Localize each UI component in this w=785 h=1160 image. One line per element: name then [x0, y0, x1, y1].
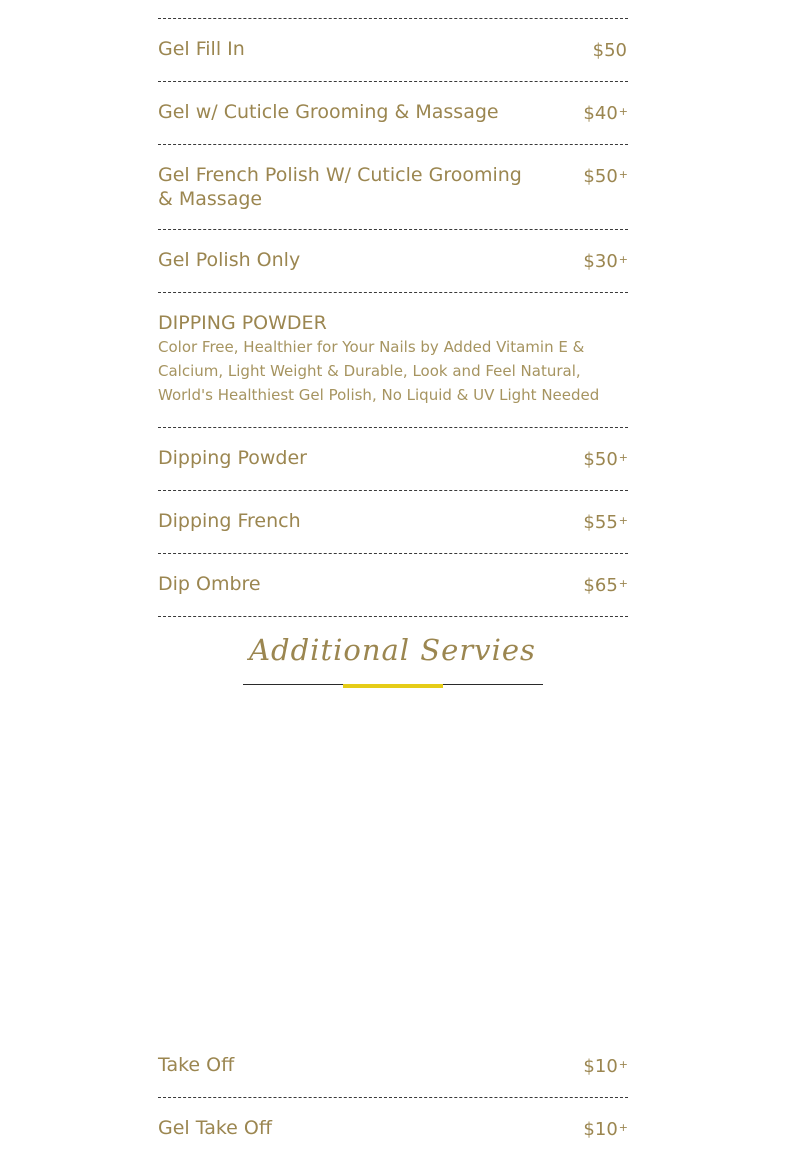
service-name: Gel w/ Cuticle Grooming & Massage: [158, 101, 499, 123]
service-row: [158, 19, 628, 81]
service-name: Gel Take Off: [158, 1117, 272, 1139]
service-name: Gel Polish Only: [158, 249, 301, 271]
gel-services-list: [158, 18, 628, 617]
service-row: [158, 428, 628, 490]
service-row: [158, 491, 628, 553]
service-price: $50+: [583, 166, 628, 187]
service-price: $10+: [583, 1056, 628, 1077]
service-row: [158, 1098, 628, 1160]
title-underline: [243, 683, 543, 689]
section-heading: DIPPING POWDER: [158, 312, 327, 334]
underline-accent: [343, 684, 443, 688]
service-price: $40+: [583, 103, 628, 124]
service-price: $50+: [583, 449, 628, 470]
service-row: [158, 82, 628, 144]
section-description: Color Free, Healthier for Your Nails by Added Vitamin E & Calcium, Light Weight & Durable, Look and Feel Natural, World's Healthiest Gel Polish, No Liquid & UV Light Needed: [158, 338, 600, 404]
service-name: Dipping Powder: [158, 447, 307, 469]
service-price: $55+: [583, 512, 628, 533]
service-name: Dip Ombre: [158, 573, 261, 595]
service-price: $65+: [583, 575, 628, 596]
service-price: $10+: [583, 1119, 628, 1140]
service-price: $30+: [583, 251, 628, 272]
additional-services-list: [158, 1035, 628, 1160]
service-name: Dipping French: [158, 510, 301, 532]
service-price: $50: [592, 40, 627, 61]
section-title: Additional Servies: [249, 633, 536, 667]
service-name: Gel French Polish W/ Cuticle Grooming & Massage: [158, 164, 522, 210]
dipping-powder-section: [158, 293, 628, 427]
service-name: Gel Fill In: [158, 38, 245, 60]
additional-services-header: [0, 628, 785, 689]
divider: [158, 616, 628, 617]
service-row: [158, 230, 628, 292]
service-row: [158, 554, 628, 616]
service-row: [158, 1035, 628, 1097]
service-name: Take Off: [158, 1054, 235, 1076]
service-row: [158, 145, 628, 229]
